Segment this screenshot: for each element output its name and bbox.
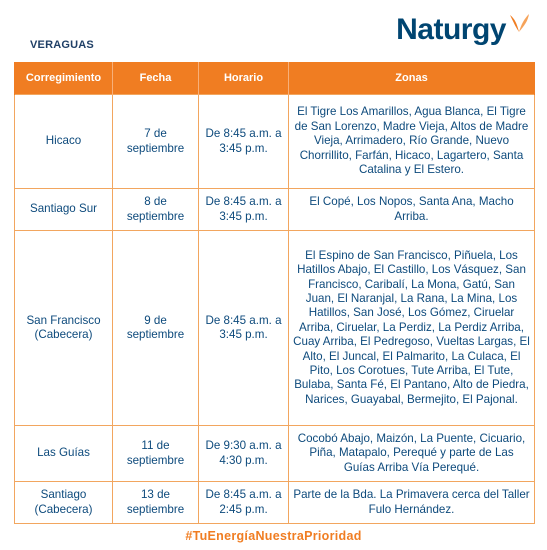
table-row bbox=[15, 189, 535, 231]
cell-horario: De 8:45 a.m. a 3:45 p.m. bbox=[199, 189, 289, 231]
cell-zonas: El Espino de San Francisco, Piñuela, Los Hatillos Abajo, El Castillo, Los Vásquez, San Francisco, Caribalí, La Mona, Gatú, San Juan, El Naranjal, La Rana, La Mina, Los Hatillos, San José, Los Gómez, Ciruelar Arriba, Ciruelar, La Perdiz, La Perdiz Arriba, Cuay Arriba, El Pedregoso, Vueltas Largas, El Alto, El Juncal, El Palmarito, La Culaca, El Pito, Los Corotues, Tute Arriba, El Tute, Bulaba, Santa Fé, El Pantano, Alto de Piedra, Narices, Guayabal, Bermejito, El Pajonal. bbox=[289, 231, 535, 426]
cell-horario: De 8:45 a.m. a 2:45 p.m. bbox=[199, 482, 289, 524]
cell-fecha: 11 de septiembre bbox=[113, 426, 199, 482]
header-fecha: Fecha bbox=[113, 62, 199, 95]
cell-zonas: Cocobó Abajo, Maizón, La Puente, Cicuario, Piña, Matapalo, Perequé y parte de Las Guías Arriba Vía Perequé. bbox=[289, 426, 535, 482]
cell-fecha: 7 de septiembre bbox=[113, 95, 199, 189]
table-row bbox=[15, 426, 535, 482]
cell-zonas: El Copé, Los Nopos, Santa Ana, Macho Arriba. bbox=[289, 189, 535, 231]
cell-fecha: 8 de septiembre bbox=[113, 189, 199, 231]
cell-horario: De 9:30 a.m. a 4:30 p.m. bbox=[199, 426, 289, 482]
hashtag: #TuEnergíaNuestraPrioridad bbox=[185, 529, 362, 543]
header-zonas: Zonas bbox=[289, 62, 535, 95]
cell-corregimiento: San Francisco (Cabecera) bbox=[15, 231, 113, 426]
butterfly-logo-icon bbox=[507, 12, 533, 38]
naturgy-logo bbox=[396, 10, 533, 50]
cell-fecha: 13 de septiembre bbox=[113, 482, 199, 524]
cell-corregimiento: Santiago (Cabecera) bbox=[15, 482, 113, 524]
table-row bbox=[15, 95, 535, 189]
cell-fecha: 9 de septiembre bbox=[113, 231, 199, 426]
cell-zonas: Parte de la Bda. La Primavera cerca del Taller Fulo Hernández. bbox=[289, 482, 535, 524]
cell-zonas: El Tigre Los Amarillos, Agua Blanca, El Tigre de San Lorenzo, Madre Vieja, Altos de Madre Vieja, Arrimadero, Río Grande, Nuevo Chorrillito, Farfán, Hicaco, Lagartero, Santa Catalina y El Estero. bbox=[289, 95, 535, 189]
cell-corregimiento: Hicaco bbox=[15, 95, 113, 189]
cell-corregimiento: Santiago Sur bbox=[15, 189, 113, 231]
header-corregimiento: Corregimiento bbox=[15, 62, 113, 95]
table-header-row bbox=[15, 62, 535, 95]
table-row bbox=[15, 482, 535, 524]
cell-corregimiento: Las Guías bbox=[15, 426, 113, 482]
cell-horario: De 8:45 a.m. a 3:45 p.m. bbox=[199, 95, 289, 189]
brand-name: Naturgy bbox=[396, 13, 506, 46]
cell-horario: De 8:45 a.m. a 3:45 p.m. bbox=[199, 231, 289, 426]
header-horario: Horario bbox=[199, 62, 289, 95]
table-row bbox=[15, 231, 535, 426]
region-title: VERAGUAS bbox=[30, 39, 94, 51]
schedule-table bbox=[14, 62, 535, 524]
